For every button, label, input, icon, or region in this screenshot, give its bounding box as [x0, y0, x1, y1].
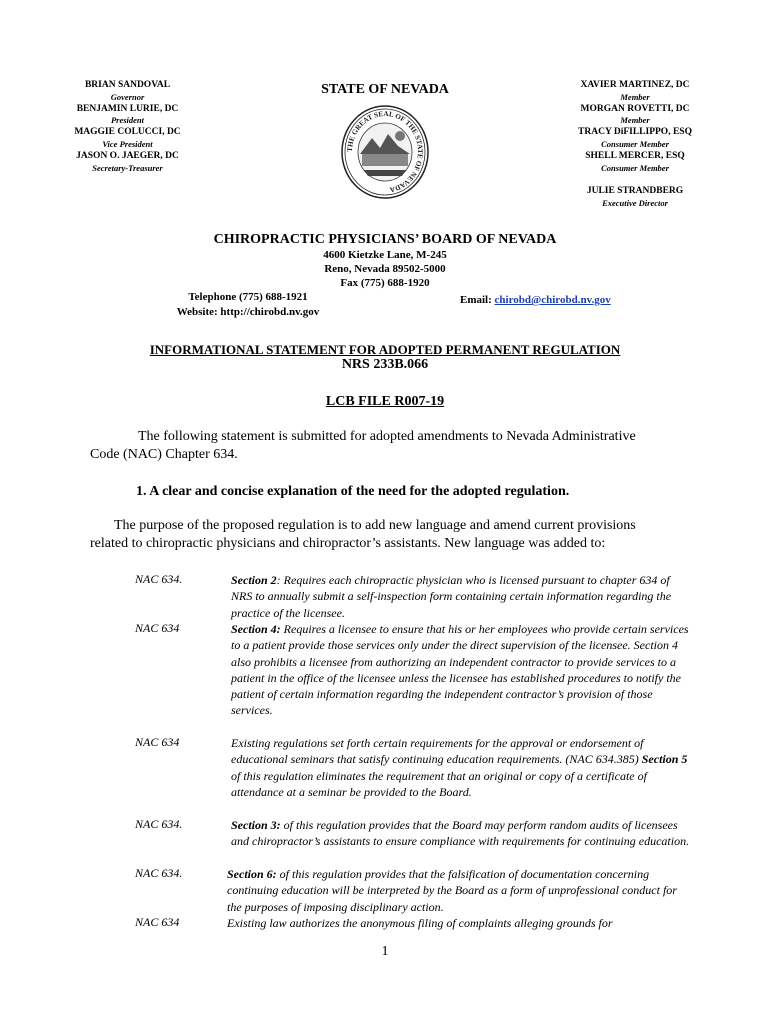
member-role: Member	[620, 115, 650, 126]
nac-text	[231, 817, 691, 850]
address-line: Reno, Nevada 89502-5000	[324, 263, 446, 275]
member-name: TRACY DiFILLIPPO, ESQ	[578, 127, 692, 138]
email-link[interactable]: chirobd@chirobd.nv.gov	[494, 294, 611, 306]
paragraph-line: The purpose of the proposed regulation is to add new language and amend current provisions	[114, 518, 636, 533]
officer-role: President	[110, 115, 145, 126]
officer-name: JASON O. JAEGER, DC	[76, 150, 179, 161]
officer-role: Vice President	[102, 138, 153, 149]
purpose-paragraph	[90, 517, 690, 553]
officer-role: Governor	[110, 91, 145, 102]
email-label: Email:	[460, 294, 495, 306]
nac-desc: of this regulation eliminates the requirement that an original or copy of a certificate of attendance at a seminar be provided to the Board.	[231, 768, 647, 799]
nac-text	[231, 621, 691, 719]
nac-text	[231, 735, 691, 800]
member-role: Consumer Member	[601, 162, 669, 173]
nac-label: NAC 634.	[135, 817, 183, 831]
statute-heading: NRS 233B.066	[341, 357, 429, 372]
nac-label: NAC 634.	[135, 866, 183, 880]
statement-heading: INFORMATIONAL STATEMENT FOR ADOPTED PERMANENT REGULATION	[149, 342, 621, 357]
nac-text: Existing law authorizes the anonymous filing of complaints alleging grounds for	[227, 916, 613, 930]
executive-name: JULIE STRANDBERG	[586, 186, 684, 197]
nac-desc: of this regulation provides that the Board may perform random audits of licensees and chiropractor’s assistants to ensure compliance with requirements for continuing education.	[231, 818, 690, 849]
nac-section: Section 2	[231, 573, 277, 587]
member-name: SHELL MERCER, ESQ	[585, 150, 685, 161]
question-heading: 1. A clear and concise explanation of the need for the adopted regulation.	[136, 484, 570, 499]
nac-section: Section 6:	[227, 867, 277, 881]
email-block	[460, 294, 611, 306]
nac-desc: Requires a licensee to ensure that his or her employees who provide certain services to a patient provide those services only under the direct supervision of the licensee. Section 4 also prohibits a licensee from authorizing an independent contractor to provide services to a patient in the office of the licensee unless the licensee has established procedures to notify the patient of certain information regarding the independent contractor’s provision of those services.	[231, 622, 689, 718]
member-name: XAVIER MARTINEZ, DC	[580, 80, 690, 90]
page-number: 1	[381, 944, 389, 959]
telephone: Telephone (775) 688-1921	[188, 291, 308, 303]
officer-name: BRIAN SANDOVAL	[84, 80, 171, 90]
nac-text	[227, 866, 687, 915]
member-name: MORGAN ROVETTI, DC	[580, 103, 690, 114]
fax: Fax (775) 688-1920	[340, 277, 430, 289]
nevada-seal-icon	[340, 104, 430, 200]
nac-text	[231, 572, 691, 621]
member-role: Member	[620, 91, 650, 102]
nac-desc: : Requires each chiropractic physician who is licensed pursuant to chapter 634 of NRS to annually submit a self-inspection form containing certain information regarding the practice of the licensee.	[231, 573, 672, 620]
paragraph-line: Code (NAC) Chapter 634.	[90, 447, 238, 462]
nac-desc: of this regulation provides that the falsification of documentation concerning continuing education will be interpreted by the Board as a form of unprofessional conduct for the purposes of imposing disciplinary action.	[227, 867, 677, 914]
board-address	[280, 248, 490, 290]
officer-name: BENJAMIN LURIE, DC	[76, 103, 179, 114]
nac-pre: Existing regulations set forth certain requirements for the approval or endorsement of educational seminars that satisfy continuing education requirements. (NAC 634.385)	[231, 736, 644, 767]
nac-section: Section 3:	[231, 818, 281, 832]
intro-paragraph	[90, 428, 690, 464]
lcb-file-heading: LCB FILE R007-19	[325, 394, 445, 409]
address-line: 4600 Kietzke Lane, M-245	[323, 249, 447, 261]
nac-label: NAC 634	[135, 735, 180, 749]
paragraph-line: related to chiropractic physicians and chiropractor’s assistants. New language was added to:	[90, 536, 606, 551]
nac-section: Section 4:	[231, 622, 281, 636]
svg-text:THE GREAT SEAL OF THE STATE OF: THE GREAT SEAL OF THE STATE OF NEVADA	[345, 109, 425, 194]
member-role: Consumer Member	[601, 138, 669, 149]
nac-label: NAC 634	[135, 621, 180, 635]
nac-section: Section 5	[641, 752, 688, 767]
right-members	[540, 80, 730, 210]
executive-role: Executive Director	[602, 198, 668, 209]
officer-role: Secretary-Treasurer	[92, 162, 163, 173]
website: Website: http://chirobd.nv.gov	[176, 306, 320, 318]
state-title: STATE OF NEVADA	[321, 82, 449, 97]
board-name: CHIROPRACTIC PHYSICIANS’ BOARD OF NEVADA	[213, 232, 557, 247]
officer-name: MAGGIE COLUCCI, DC	[74, 127, 181, 138]
nac-label: NAC 634	[135, 915, 180, 929]
nac-label: NAC 634.	[135, 572, 183, 586]
contact-block	[148, 290, 348, 320]
left-officers	[40, 80, 215, 174]
paragraph-line: The following statement is submitted for adopted amendments to Nevada Administrative	[138, 429, 636, 444]
